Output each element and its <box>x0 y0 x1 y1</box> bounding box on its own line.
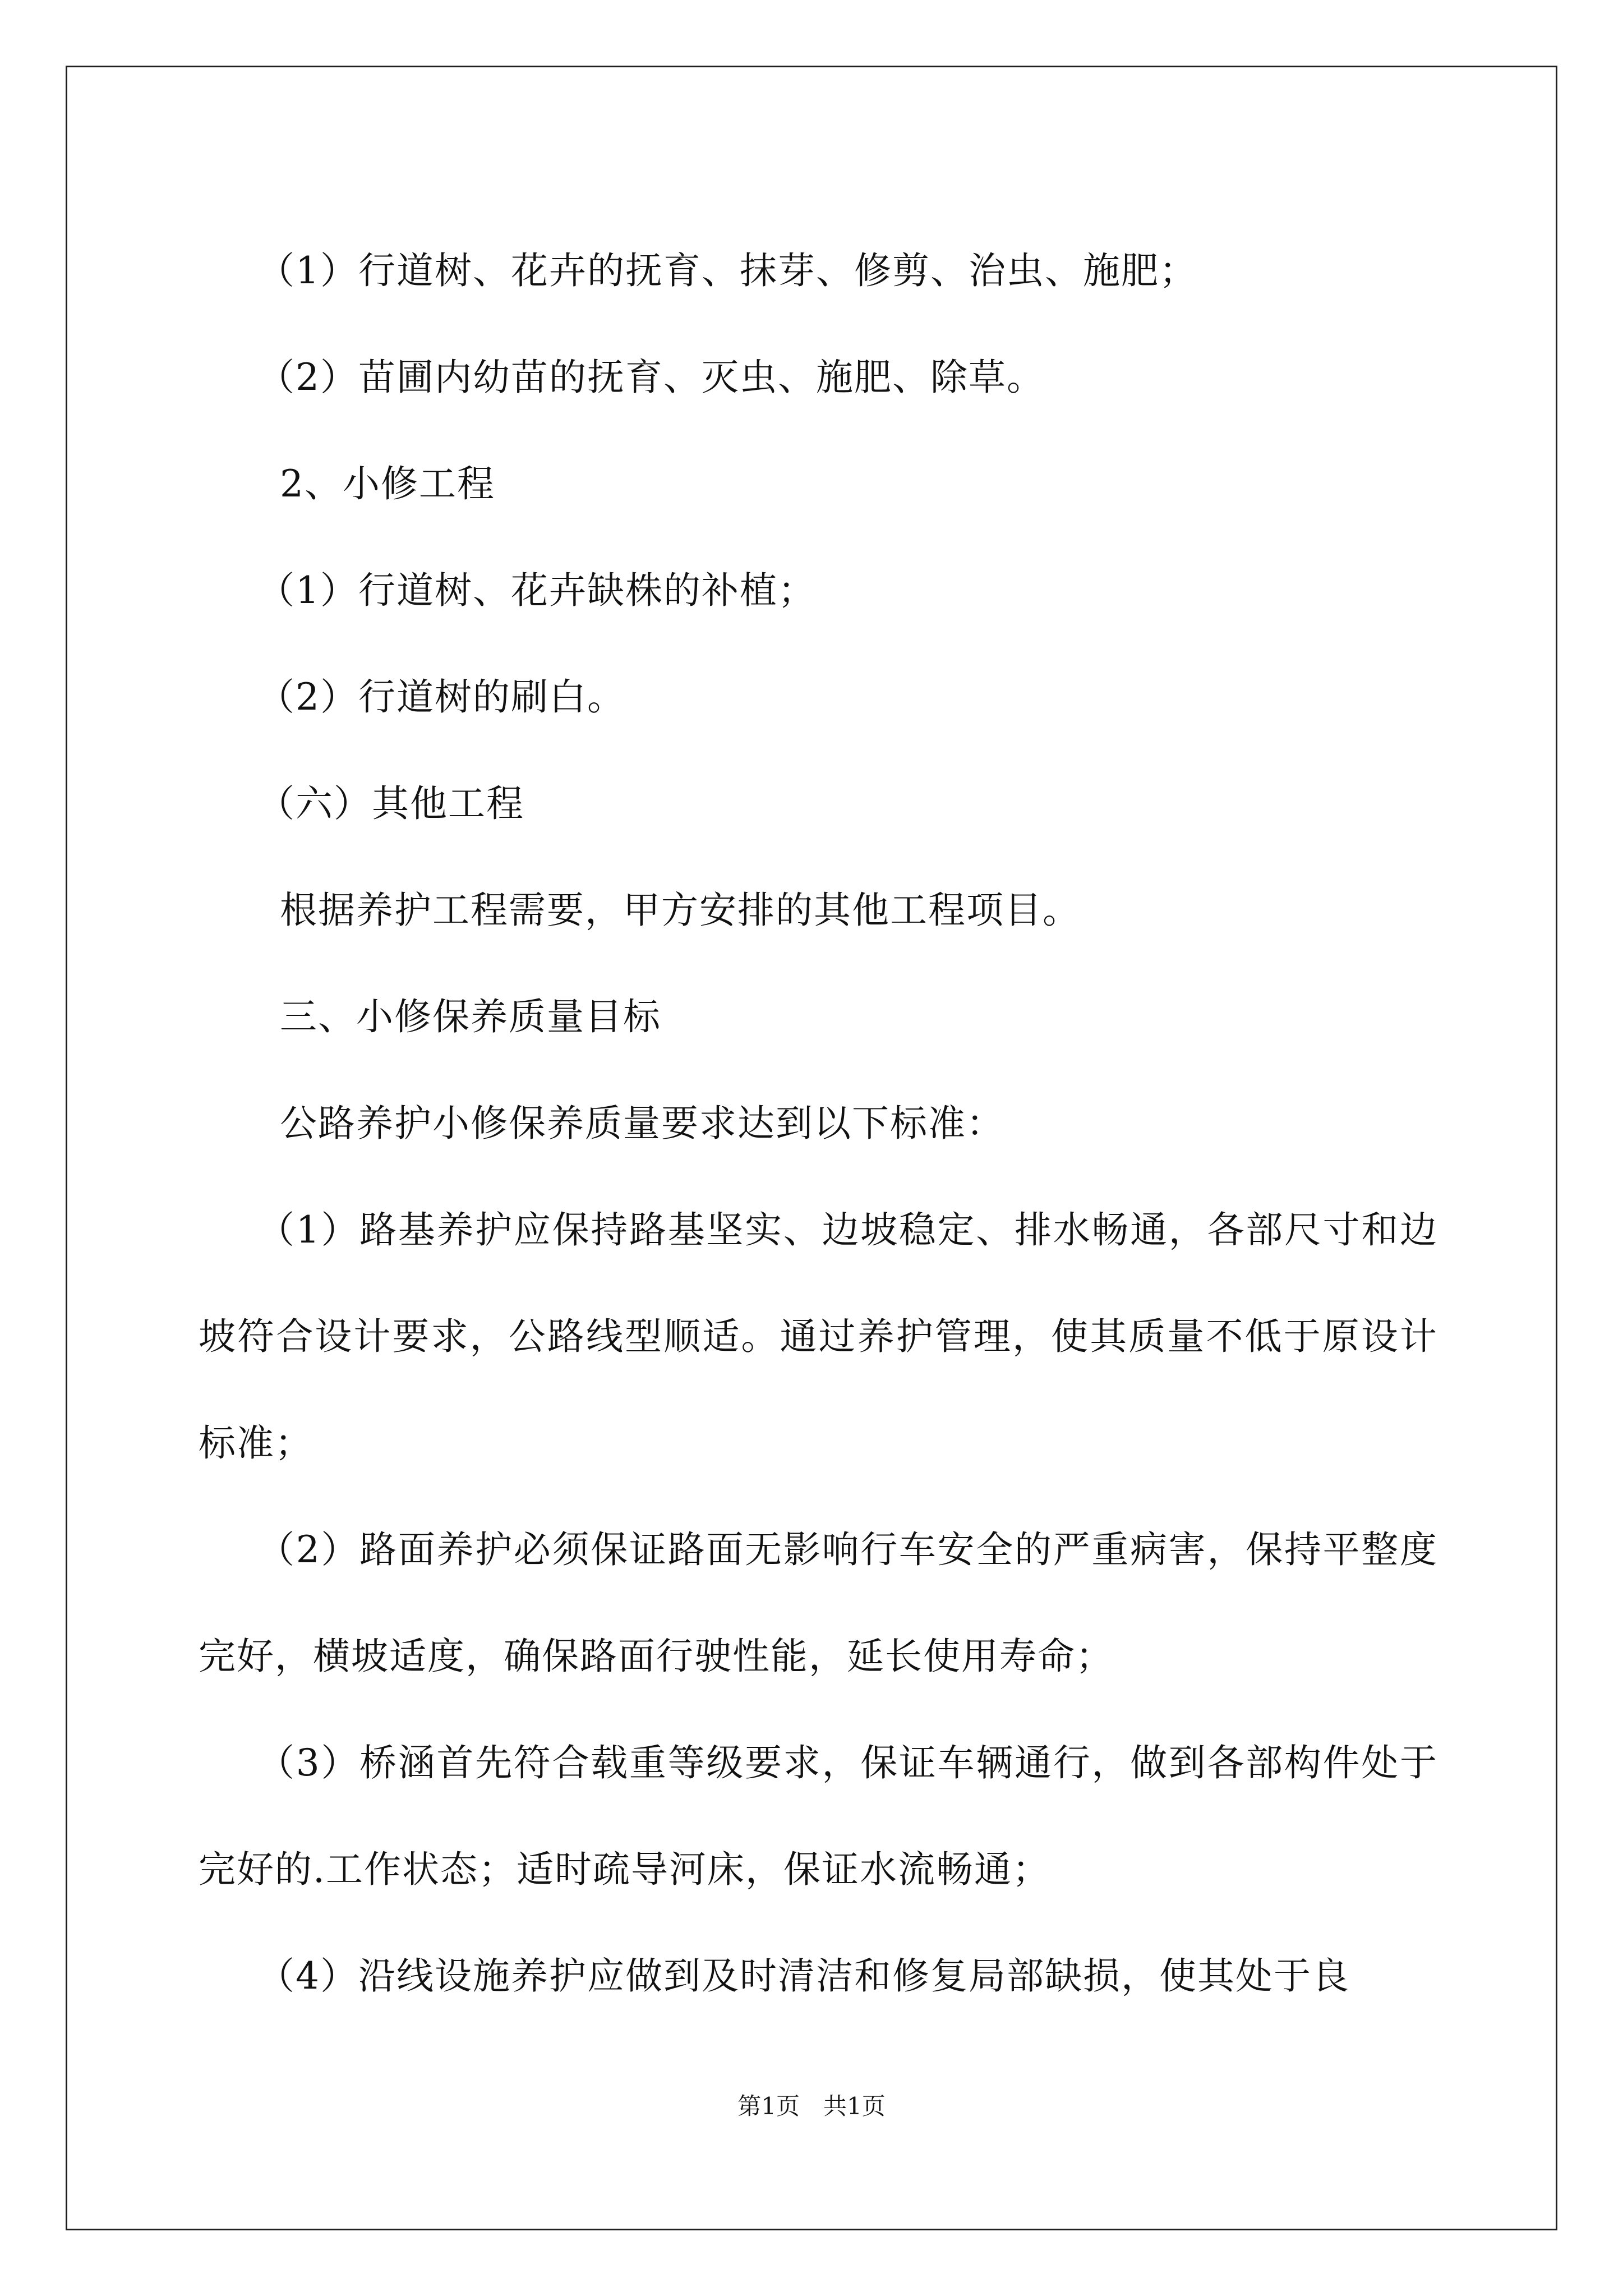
paragraph-4: （1）行道树、花卉缺株的补植； <box>257 569 816 612</box>
paragraph-7: 根据养护工程需要，甲方安排的其他工程项目。 <box>280 889 1081 932</box>
section-heading-other-works: （六）其他工程 <box>257 782 524 825</box>
page-number-footer: 第1页 共1页 <box>737 2092 886 2120</box>
paragraph-9: 公路养护小修保养质量要求达到以下标准： <box>280 1102 1004 1145</box>
paragraph-subgrade: （1）路基养护应保持路基坚实、边坡稳定、排水畅通，各部尺寸和边坡符合设计要求，公路线型顺适。通过养护管理，使其质量不低于原设计标准； <box>199 1208 1438 1465</box>
paragraph-2: （2）苗圃内幼苗的抚育、灭虫、施肥、除草。 <box>257 356 1045 399</box>
paragraph-pavement: （2）路面养护必须保证路面无影响行车安全的严重病害，保持平整度完好，横坡适度，确保路面行驶性能，延长使用寿命； <box>199 1528 1438 1678</box>
paragraph-5: （2）行道树的刷白。 <box>257 675 625 719</box>
paragraph-bridges: （3）桥涵首先符合载重等级要求，保证车辆通行，做到各部构件处于完好的.工作状态；适时疏导河床，保证水流畅通； <box>199 1741 1438 1891</box>
section-heading-quality-goals: 三、小修保养质量目标 <box>280 995 661 1038</box>
section-heading-minor-repair: 2、小修工程 <box>280 462 495 505</box>
paragraph-1: （1）行道树、花卉的抚育、抹芽、修剪、治虫、施肥； <box>257 249 1197 292</box>
document-body <box>199 218 1438 2030</box>
paragraph-facilities: （4）沿线设施养护应做到及时清洁和修复局部缺损，使其处于良 <box>257 1954 1350 1998</box>
